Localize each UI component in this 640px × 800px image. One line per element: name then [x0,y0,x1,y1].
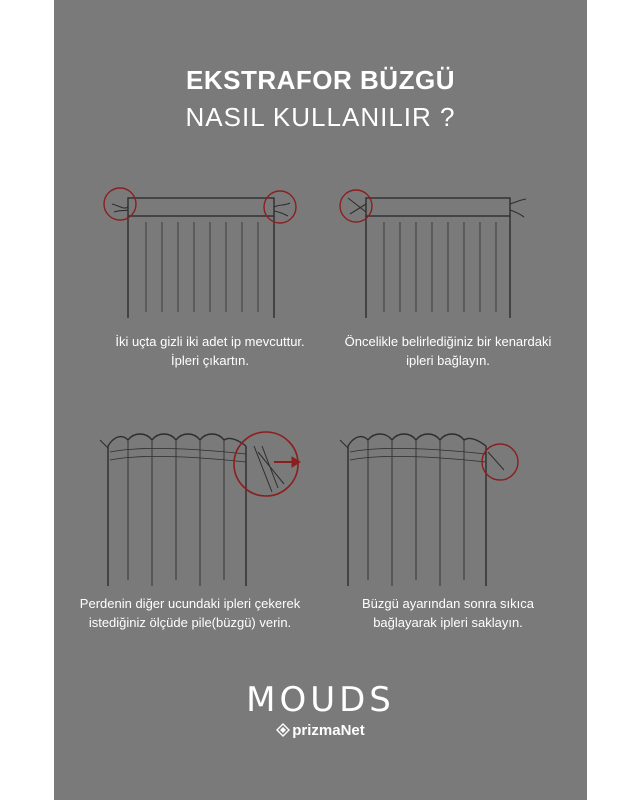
step-2-header-tape [366,198,510,216]
brand-logo [54,680,587,740]
sub-brand-text: prizmaNet [292,722,365,739]
step-4-illustration [340,434,518,586]
title-line-1: EKSTRAFOR BÜZGÜ [186,65,455,95]
step-2-caption-line-1: Öncelikle belirlediğiniz bir kenardaki [344,334,552,349]
title-line-2: NASIL KULLANILIR ? [185,102,456,132]
step-2-caption-line-2: ipleri bağlayın. [406,353,490,368]
step-1-header-tape [128,198,274,216]
step-3-illustration [100,432,300,586]
step-3-zoom-highlight [234,432,298,496]
step-1-caption-line-1: İki uçta gizli iki adet ip mevcuttur. [115,334,305,349]
step-3-caption [60,594,320,632]
step-1-caption [80,332,340,370]
step-4-caption-line-1: Büzgü ayarından sonra sıkıca [362,596,534,611]
sub-brand [54,722,587,740]
step-2-caption [318,332,578,370]
step-4-caption-line-2: bağlayarak ipleri saklayın. [373,615,523,630]
step-2-knot-highlight [340,190,372,222]
step-1-right-highlight [264,191,296,223]
step-4-knot-highlight [482,444,518,480]
step-3-caption-line-2: istediğiniz ölçüde pile(büzgü) verin. [88,615,292,630]
pull-arrow-icon [292,457,300,467]
step-4-caption [318,594,578,632]
step-1-illustration [104,188,296,318]
step-3-caption-line-1: Perdenin diğer ucundaki ipleri çekerek [79,596,301,611]
step-2-illustration [340,190,526,318]
brand-name: MOUDS [246,680,395,720]
step-1-left-highlight [104,188,136,220]
step-1-caption-line-2: İpleri çıkartın. [170,353,250,368]
prism-icon [276,723,290,737]
